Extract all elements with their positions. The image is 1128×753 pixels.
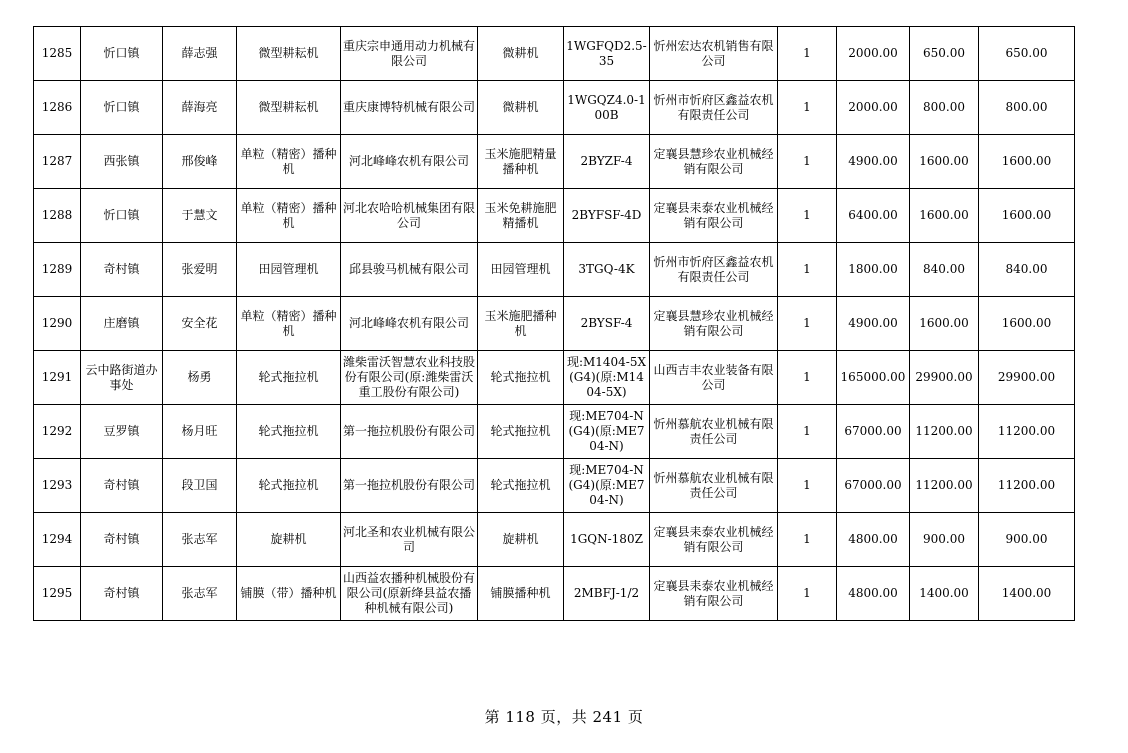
product-name-cell [478, 189, 564, 243]
town-cell [81, 243, 163, 297]
quantity-text: 1 [803, 478, 811, 492]
sale-price-text: 4800.00 [848, 586, 898, 600]
quantity-text: 1 [803, 586, 811, 600]
sale-price-text: 2000.00 [848, 100, 898, 114]
buyer-text: 杨勇 [187, 370, 212, 384]
category-text: 轮式拖拉机 [258, 424, 319, 438]
model-cell [564, 513, 650, 567]
total-subsidy-text: 29900.00 [997, 370, 1056, 384]
quantity-text: 1 [803, 46, 811, 60]
manufacturer-cell [341, 567, 478, 621]
table-row [34, 459, 1075, 513]
product-name-text: 微耕机 [502, 46, 539, 60]
dealer-cell [650, 351, 778, 405]
subsidy-text: 650.00 [923, 46, 965, 60]
sale-price-text: 6400.00 [848, 208, 898, 222]
category-text: 旋耕机 [270, 532, 307, 546]
dealer-cell [650, 567, 778, 621]
total-subsidy-text: 1600.00 [1001, 154, 1052, 168]
manufacturer-cell [341, 351, 478, 405]
manufacturer-cell [341, 459, 478, 513]
category-text: 微型耕耘机 [258, 46, 319, 60]
dealer-cell [650, 513, 778, 567]
subsidy-text: 1600.00 [919, 154, 969, 168]
town-text: 庄磨镇 [103, 316, 140, 330]
subsidy-cell [910, 459, 979, 513]
table-row [34, 297, 1075, 351]
manufacturer-cell [341, 27, 478, 81]
product-name-text: 铺膜播种机 [490, 586, 551, 600]
seq-text: 1288 [41, 208, 73, 222]
town-cell [81, 405, 163, 459]
dealer-text: 定襄县耒泰农业机械经销有限公司 [653, 578, 774, 608]
manufacturer-text: 河北峰峰农机有限公司 [348, 316, 469, 330]
product-name-text: 玉米免耕施肥精播机 [484, 200, 557, 230]
manufacturer-text: 河北圣和农业机械有限公司 [343, 524, 475, 554]
total-subsidy-cell [979, 81, 1075, 135]
seq-text: 1294 [41, 532, 73, 546]
dealer-cell [650, 297, 778, 351]
product-name-cell [478, 405, 564, 459]
total-subsidy-text: 1600.00 [1001, 316, 1052, 330]
town-cell [81, 297, 163, 351]
model-cell [564, 135, 650, 189]
sale-price-text: 4900.00 [848, 316, 898, 330]
town-text: 西张镇 [103, 154, 140, 168]
sale-price-text: 67000.00 [844, 478, 902, 492]
product-name-cell [478, 243, 564, 297]
total-subsidy-cell [979, 567, 1075, 621]
town-text: 忻口镇 [103, 208, 140, 222]
total-subsidy-text: 11200.00 [997, 478, 1056, 492]
table-body [34, 27, 1075, 621]
manufacturer-text: 重庆康博特机械有限公司 [343, 100, 475, 114]
page-footer: 第 118 页，共 241 页 [484, 708, 644, 726]
table-row [34, 567, 1075, 621]
total-subsidy-text: 800.00 [1005, 100, 1048, 114]
model-cell [564, 459, 650, 513]
seq-cell [34, 81, 81, 135]
buyer-cell [163, 567, 237, 621]
town-cell [81, 567, 163, 621]
seq-cell [34, 567, 81, 621]
quantity-cell [778, 189, 837, 243]
dealer-text: 山西吉丰农业装备有限公司 [653, 362, 774, 392]
total-subsidy-cell [979, 189, 1075, 243]
buyer-text: 张志军 [181, 532, 218, 546]
seq-text: 1291 [41, 370, 73, 384]
town-text: 奇村镇 [103, 478, 140, 492]
total-subsidy-cell [979, 405, 1075, 459]
dealer-text: 定襄县慧珍农业机械经销有限公司 [653, 308, 774, 338]
model-cell [564, 351, 650, 405]
category-cell [237, 135, 341, 189]
total-subsidy-cell [979, 27, 1075, 81]
seq-text: 1293 [41, 478, 73, 492]
category-cell [237, 189, 341, 243]
model-cell [564, 567, 650, 621]
sale-price-cell [837, 351, 910, 405]
sale-price-text: 67000.00 [844, 424, 902, 438]
town-text: 忻口镇 [103, 100, 140, 114]
sale-price-cell [837, 81, 910, 135]
town-text: 云中路街道办事处 [85, 362, 158, 392]
category-cell [237, 297, 341, 351]
quantity-cell [778, 459, 837, 513]
buyer-text: 张爱明 [181, 262, 218, 276]
quantity-cell [778, 27, 837, 81]
quantity-cell [778, 567, 837, 621]
quantity-cell [778, 81, 837, 135]
quantity-text: 1 [803, 316, 811, 330]
subsidy-cell [910, 27, 979, 81]
sale-price-text: 1800.00 [848, 262, 898, 276]
model-text: 2MBFJ-1/2 [573, 586, 640, 600]
dealer-text: 忻州慕航农业机械有限责任公司 [653, 416, 774, 446]
table-row [34, 405, 1075, 459]
table-row [34, 243, 1075, 297]
product-name-cell [478, 135, 564, 189]
dealer-text: 定襄县耒泰农业机械经销有限公司 [653, 200, 774, 230]
product-name-text: 玉米施肥精量播种机 [484, 146, 557, 176]
model-cell [564, 243, 650, 297]
subsidy-text: 1600.00 [919, 316, 969, 330]
model-cell [564, 81, 650, 135]
product-name-text: 旋耕机 [502, 532, 539, 546]
dealer-text: 忻州市忻府区鑫益农机有限责任公司 [653, 254, 774, 284]
seq-text: 1285 [41, 46, 73, 60]
total-subsidy-cell [979, 243, 1075, 297]
sale-price-text: 4800.00 [848, 532, 898, 546]
model-text: 1WGFQD2.5-35 [566, 38, 647, 68]
dealer-text: 忻州慕航农业机械有限责任公司 [653, 470, 774, 500]
product-name-text: 轮式拖拉机 [490, 370, 551, 384]
buyer-cell [163, 27, 237, 81]
manufacturer-text: 河北峰峰农机有限公司 [348, 154, 469, 168]
seq-cell [34, 27, 81, 81]
product-name-text: 微耕机 [502, 100, 539, 114]
quantity-text: 1 [803, 100, 811, 114]
seq-text: 1287 [41, 154, 73, 168]
buyer-cell [163, 135, 237, 189]
subsidy-text: 900.00 [923, 532, 965, 546]
buyer-cell [163, 297, 237, 351]
manufacturer-text: 河北农哈哈机械集团有限公司 [343, 200, 475, 230]
total-subsidy-cell [979, 135, 1075, 189]
sale-price-cell [837, 405, 910, 459]
seq-text: 1290 [41, 316, 73, 330]
quantity-text: 1 [803, 532, 811, 546]
total-subsidy-cell [979, 351, 1075, 405]
buyer-cell [163, 81, 237, 135]
seq-text: 1289 [41, 262, 73, 276]
manufacturer-text: 第一拖拉机股份有限公司 [343, 424, 475, 438]
sale-price-cell [837, 243, 910, 297]
category-text: 单粒（精密）播种机 [240, 308, 337, 338]
manufacturer-cell [341, 81, 478, 135]
table-row [34, 27, 1075, 81]
dealer-cell [650, 27, 778, 81]
subsidy-table [33, 26, 1075, 621]
town-cell [81, 351, 163, 405]
subsidy-cell [910, 243, 979, 297]
category-text: 田园管理机 [258, 262, 319, 276]
manufacturer-cell [341, 297, 478, 351]
subsidy-cell [910, 297, 979, 351]
subsidy-text: 29900.00 [915, 370, 973, 384]
subsidy-cell [910, 189, 979, 243]
model-text: 3TGQ-4K [578, 262, 635, 276]
model-text: 2BYSF-4 [580, 316, 633, 330]
buyer-text: 邢俊峰 [181, 154, 218, 168]
model-text: 现:ME704-N(G4)(原:ME704-N) [568, 409, 645, 453]
sale-price-cell [837, 459, 910, 513]
town-cell [81, 459, 163, 513]
seq-cell [34, 513, 81, 567]
model-cell [564, 405, 650, 459]
buyer-cell [163, 405, 237, 459]
subsidy-text: 11200.00 [915, 424, 973, 438]
category-text: 轮式拖拉机 [258, 478, 319, 492]
town-cell [81, 513, 163, 567]
quantity-cell [778, 513, 837, 567]
total-subsidy-cell [979, 297, 1075, 351]
dealer-cell [650, 405, 778, 459]
quantity-cell [778, 243, 837, 297]
product-name-cell [478, 351, 564, 405]
subsidy-text: 800.00 [923, 100, 965, 114]
seq-text: 1295 [41, 586, 73, 600]
dealer-cell [650, 135, 778, 189]
total-subsidy-text: 650.00 [1005, 46, 1048, 60]
category-text: 微型耕耘机 [258, 100, 319, 114]
manufacturer-text: 潍柴雷沃智慧农业科技股份有限公司(原:潍柴雷沃重工股份有限公司) [343, 355, 475, 399]
manufacturer-cell [341, 189, 478, 243]
buyer-text: 薛志强 [181, 46, 218, 60]
category-cell [237, 81, 341, 135]
manufacturer-cell [341, 135, 478, 189]
model-cell [564, 27, 650, 81]
buyer-cell [163, 243, 237, 297]
quantity-text: 1 [803, 262, 811, 276]
product-name-text: 轮式拖拉机 [490, 424, 551, 438]
model-text: 2BYZF-4 [580, 154, 633, 168]
category-cell [237, 459, 341, 513]
seq-text: 1292 [41, 424, 73, 438]
total-subsidy-text: 11200.00 [997, 424, 1056, 438]
total-subsidy-text: 840.00 [1005, 262, 1048, 276]
product-name-text: 田园管理机 [490, 262, 551, 276]
model-text: 1WGQZ4.0-100B [567, 92, 646, 122]
product-name-cell [478, 513, 564, 567]
seq-cell [34, 135, 81, 189]
town-cell [81, 81, 163, 135]
category-text: 铺膜（带）播种机 [240, 586, 337, 600]
total-subsidy-text: 1400.00 [1001, 586, 1052, 600]
sale-price-text: 165000.00 [840, 370, 906, 384]
quantity-cell [778, 405, 837, 459]
town-text: 奇村镇 [103, 586, 140, 600]
subsidy-cell [910, 567, 979, 621]
subsidy-cell [910, 351, 979, 405]
sale-price-cell [837, 189, 910, 243]
quantity-text: 1 [803, 208, 811, 222]
dealer-text: 定襄县慧珍农业机械经销有限公司 [653, 146, 774, 176]
model-cell [564, 297, 650, 351]
buyer-text: 安全花 [181, 316, 218, 330]
table-row [34, 135, 1075, 189]
sale-price-cell [837, 135, 910, 189]
subsidy-text: 840.00 [923, 262, 965, 276]
product-name-cell [478, 459, 564, 513]
product-name-cell [478, 81, 564, 135]
subsidy-text: 1400.00 [919, 586, 969, 600]
manufacturer-text: 邱县骏马机械有限公司 [348, 262, 469, 276]
model-text: 现:ME704-N(G4)(原:ME704-N) [568, 463, 645, 507]
buyer-text: 段卫国 [181, 478, 218, 492]
buyer-cell [163, 189, 237, 243]
sale-price-cell [837, 513, 910, 567]
town-cell [81, 189, 163, 243]
buyer-cell [163, 351, 237, 405]
manufacturer-cell [341, 405, 478, 459]
quantity-cell [778, 297, 837, 351]
town-cell [81, 27, 163, 81]
town-text: 奇村镇 [103, 262, 140, 276]
total-subsidy-text: 900.00 [1005, 532, 1048, 546]
town-text: 豆罗镇 [103, 424, 140, 438]
quantity-cell [778, 135, 837, 189]
seq-cell [34, 243, 81, 297]
manufacturer-text: 山西益农播种机械股份有限公司(原新绛县益农播种机械有限公司) [343, 571, 475, 615]
buyer-text: 于慧文 [181, 208, 218, 222]
dealer-text: 定襄县耒泰农业机械经销有限公司 [653, 524, 774, 554]
town-cell [81, 135, 163, 189]
category-cell [237, 351, 341, 405]
seq-cell [34, 405, 81, 459]
buyer-text: 杨月旺 [181, 424, 218, 438]
dealer-cell [650, 459, 778, 513]
sale-price-cell [837, 567, 910, 621]
town-text: 奇村镇 [103, 532, 140, 546]
dealer-cell [650, 189, 778, 243]
model-text: 1GQN-180Z [570, 532, 643, 546]
model-text: 2BYFSF-4D [571, 208, 642, 222]
dealer-cell [650, 81, 778, 135]
seq-cell [34, 351, 81, 405]
subsidy-cell [910, 513, 979, 567]
quantity-cell [778, 351, 837, 405]
category-cell [237, 567, 341, 621]
subsidy-cell [910, 405, 979, 459]
product-name-cell [478, 567, 564, 621]
buyer-cell [163, 513, 237, 567]
model-text: 现:M1404-5X(G4)(原:M1404-5X) [566, 355, 647, 399]
category-text: 单粒（精密）播种机 [240, 146, 337, 176]
product-name-text: 玉米施肥播种机 [484, 308, 557, 338]
product-name-text: 轮式拖拉机 [490, 478, 551, 492]
subsidy-cell [910, 135, 979, 189]
table-row [34, 513, 1075, 567]
category-text: 轮式拖拉机 [258, 370, 319, 384]
table-row [34, 81, 1075, 135]
buyer-text: 张志军 [181, 586, 218, 600]
sale-price-cell [837, 297, 910, 351]
seq-cell [34, 459, 81, 513]
town-text: 忻口镇 [103, 46, 140, 60]
manufacturer-text: 重庆宗申通用动力机械有限公司 [343, 38, 475, 68]
sale-price-text: 2000.00 [848, 46, 898, 60]
dealer-text: 忻州市忻府区鑫益农机有限责任公司 [653, 92, 774, 122]
dealer-cell [650, 243, 778, 297]
total-subsidy-cell [979, 513, 1075, 567]
category-text: 单粒（精密）播种机 [240, 200, 337, 230]
buyer-text: 薛海亮 [181, 100, 218, 114]
manufacturer-cell [341, 243, 478, 297]
seq-cell [34, 297, 81, 351]
subsidy-text: 11200.00 [915, 478, 973, 492]
quantity-text: 1 [803, 370, 811, 384]
product-name-cell [478, 297, 564, 351]
subsidy-text: 1600.00 [919, 208, 969, 222]
seq-text: 1286 [41, 100, 73, 114]
sale-price-cell [837, 27, 910, 81]
model-cell [564, 189, 650, 243]
manufacturer-cell [341, 513, 478, 567]
subsidy-cell [910, 81, 979, 135]
category-cell [237, 405, 341, 459]
total-subsidy-cell [979, 459, 1075, 513]
total-subsidy-text: 1600.00 [1001, 208, 1052, 222]
quantity-text: 1 [803, 154, 811, 168]
table-row [34, 351, 1075, 405]
sale-price-text: 4900.00 [848, 154, 898, 168]
buyer-cell [163, 459, 237, 513]
quantity-text: 1 [803, 424, 811, 438]
table-row [34, 189, 1075, 243]
category-cell [237, 513, 341, 567]
product-name-cell [478, 27, 564, 81]
category-cell [237, 243, 341, 297]
seq-cell [34, 189, 81, 243]
dealer-text: 忻州宏达农机销售有限公司 [653, 38, 774, 68]
category-cell [237, 27, 341, 81]
manufacturer-text: 第一拖拉机股份有限公司 [343, 478, 475, 492]
